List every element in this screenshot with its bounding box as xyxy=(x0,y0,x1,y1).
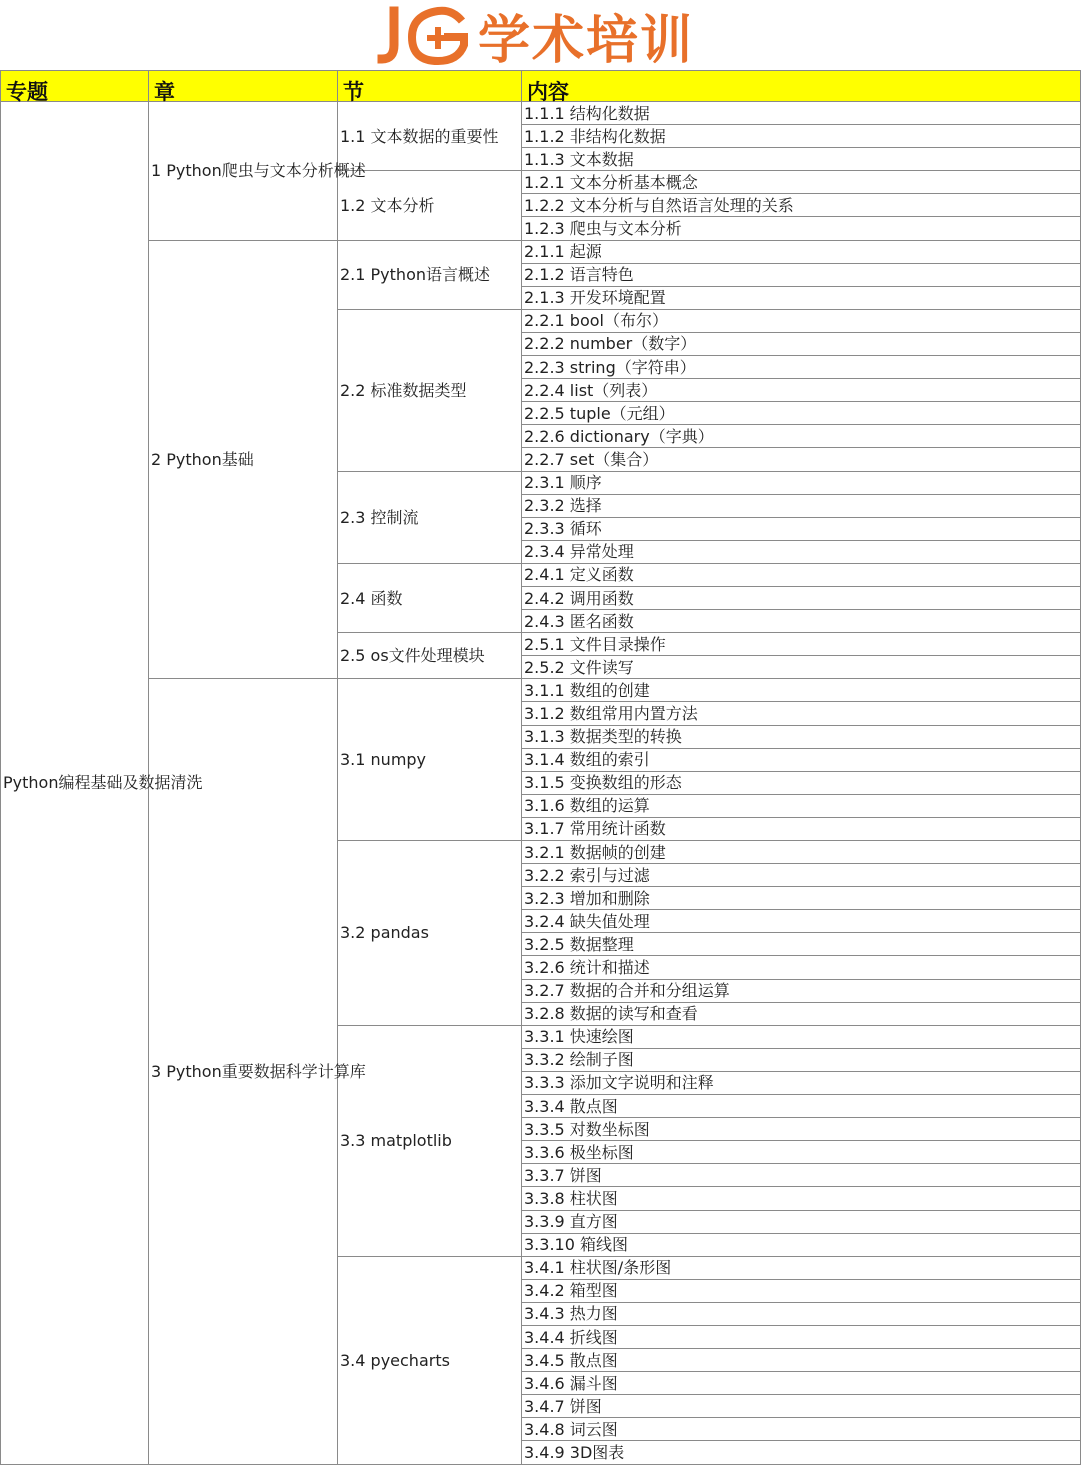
jg-plus-icon xyxy=(380,5,470,65)
content-cell: 2.3.4 异常处理 xyxy=(522,540,1081,563)
content-cell: 2.5.2 文件读写 xyxy=(522,656,1081,679)
content-cell: 3.4.7 饼图 xyxy=(522,1395,1081,1418)
content-cell: 3.4.2 箱型图 xyxy=(522,1279,1081,1302)
content-cell: 3.2.1 数据帧的创建 xyxy=(522,841,1081,864)
content-cell: 3.2.6 统计和描述 xyxy=(522,956,1081,979)
section-cell: 1.1 文本数据的重要性 xyxy=(338,102,522,171)
header-section: 节 xyxy=(338,71,522,102)
content-cell: 3.2.4 缺失值处理 xyxy=(522,910,1081,933)
content-cell: 3.1.5 变换数组的形态 xyxy=(522,771,1081,794)
content-cell: 3.1.7 常用统计函数 xyxy=(522,817,1081,840)
content-cell: 3.1.3 数据类型的转换 xyxy=(522,725,1081,748)
content-cell: 1.1.2 非结构化数据 xyxy=(522,125,1081,148)
header-content: 内容 xyxy=(522,71,1081,102)
content-cell: 1.2.1 文本分析基本概念 xyxy=(522,171,1081,194)
section-cell: 3.3 matplotlib xyxy=(338,1025,522,1256)
content-cell: 3.3.9 直方图 xyxy=(522,1210,1081,1233)
section-cell: 2.3 控制流 xyxy=(338,471,522,563)
topic-cell: Python编程基础及数据清洗 xyxy=(1,102,149,1465)
section-cell: 3.4 pyecharts xyxy=(338,1256,522,1464)
table-body xyxy=(1,102,1081,1465)
content-cell: 3.2.3 增加和删除 xyxy=(522,887,1081,910)
content-cell: 1.2.2 文本分析与自然语言处理的关系 xyxy=(522,194,1081,217)
content-cell: 3.4.6 漏斗图 xyxy=(522,1372,1081,1395)
header-chapter: 章 xyxy=(149,71,338,102)
content-cell: 3.1.2 数组常用内置方法 xyxy=(522,702,1081,725)
section-cell: 2.5 os文件处理模块 xyxy=(338,633,522,679)
content-cell: 3.4.1 柱状图/条形图 xyxy=(522,1256,1081,1279)
header-topic: 专题 xyxy=(1,71,149,102)
content-cell: 3.4.3 热力图 xyxy=(522,1302,1081,1325)
content-cell: 2.4.2 调用函数 xyxy=(522,586,1081,609)
table-row xyxy=(1,679,1081,702)
curriculum-table xyxy=(0,70,1081,1465)
content-cell: 3.3.1 快速绘图 xyxy=(522,1025,1081,1048)
content-cell: 3.1.6 数组的运算 xyxy=(522,794,1081,817)
content-cell: 3.3.2 绘制子图 xyxy=(522,1048,1081,1071)
content-cell: 2.4.1 定义函数 xyxy=(522,563,1081,586)
content-cell: 2.3.3 循环 xyxy=(522,517,1081,540)
content-cell: 2.2.3 string（字符串） xyxy=(522,356,1081,379)
content-cell: 1.2.3 爬虫与文本分析 xyxy=(522,217,1081,240)
section-cell: 1.2 文本分析 xyxy=(338,171,522,240)
content-cell: 2.3.1 顺序 xyxy=(522,471,1081,494)
section-cell: 3.2 pandas xyxy=(338,841,522,1026)
section-cell: 2.1 Python语言概述 xyxy=(338,240,522,309)
content-cell: 3.2.8 数据的读写和查看 xyxy=(522,1002,1081,1025)
content-cell: 2.3.2 选择 xyxy=(522,494,1081,517)
logo-mark xyxy=(380,5,470,65)
content-cell: 2.2.1 bool（布尔） xyxy=(522,309,1081,332)
content-cell: 2.1.1 起源 xyxy=(522,240,1081,263)
logo-text: 学术培训 xyxy=(478,10,695,71)
content-cell: 3.4.4 折线图 xyxy=(522,1325,1081,1348)
content-cell: 3.4.8 词云图 xyxy=(522,1418,1081,1441)
content-cell: 3.2.7 数据的合并和分组运算 xyxy=(522,979,1081,1002)
table-row xyxy=(1,102,1081,125)
content-cell: 1.1.3 文本数据 xyxy=(522,148,1081,171)
content-cell: 3.3.5 对数坐标图 xyxy=(522,1118,1081,1141)
content-cell: 2.2.5 tuple（元组） xyxy=(522,402,1081,425)
content-cell: 2.4.3 匿名函数 xyxy=(522,610,1081,633)
content-cell: 1.1.1 结构化数据 xyxy=(522,102,1081,125)
content-cell: 3.3.3 添加文字说明和注释 xyxy=(522,1071,1081,1094)
chapter-cell: 2 Python基础 xyxy=(149,240,338,679)
content-cell: 2.2.7 set（集合） xyxy=(522,448,1081,471)
header xyxy=(0,0,1080,70)
table-header-row xyxy=(1,71,1081,102)
content-cell: 3.3.4 散点图 xyxy=(522,1095,1081,1118)
brand-logo xyxy=(380,2,695,71)
content-cell: 2.2.4 list（列表） xyxy=(522,379,1081,402)
content-cell: 3.2.5 数据整理 xyxy=(522,933,1081,956)
chapter-cell: 3 Python重要数据科学计算库 xyxy=(149,679,338,1464)
content-cell: 2.2.2 number（数字） xyxy=(522,332,1081,355)
content-cell: 3.1.4 数组的索引 xyxy=(522,748,1081,771)
content-cell: 3.3.10 箱线图 xyxy=(522,1233,1081,1256)
chapter-cell: 1 Python爬虫与文本分析概述 xyxy=(149,102,338,241)
table-row xyxy=(1,240,1081,263)
content-cell: 3.4.9 3D图表 xyxy=(522,1441,1081,1464)
content-cell: 3.1.1 数组的创建 xyxy=(522,679,1081,702)
content-cell: 2.1.2 语言特色 xyxy=(522,263,1081,286)
content-cell: 3.4.5 散点图 xyxy=(522,1349,1081,1372)
content-cell: 3.3.6 极坐标图 xyxy=(522,1141,1081,1164)
content-cell: 2.1.3 开发环境配置 xyxy=(522,286,1081,309)
content-cell: 2.2.6 dictionary（字典） xyxy=(522,425,1081,448)
section-cell: 3.1 numpy xyxy=(338,679,522,841)
content-cell: 2.5.1 文件目录操作 xyxy=(522,633,1081,656)
section-cell: 2.4 函数 xyxy=(338,563,522,632)
content-cell: 3.2.2 索引与过滤 xyxy=(522,864,1081,887)
section-cell: 2.2 标准数据类型 xyxy=(338,309,522,471)
content-cell: 3.3.7 饼图 xyxy=(522,1164,1081,1187)
content-cell: 3.3.8 柱状图 xyxy=(522,1187,1081,1210)
